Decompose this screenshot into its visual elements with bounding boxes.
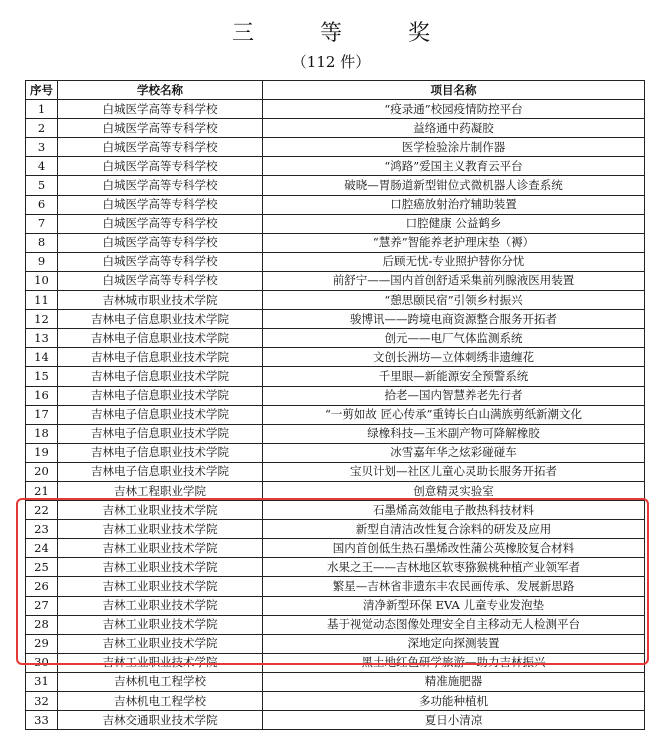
cell-index: 3	[26, 138, 58, 157]
cell-index: 33	[26, 711, 58, 730]
cell-index: 9	[26, 252, 58, 271]
cell-project: 夏日小清凉	[263, 711, 645, 730]
cell-project: 破晓—胃肠道新型钳位式微机器人诊查系统	[263, 176, 645, 195]
table-row	[26, 119, 645, 138]
cell-index: 19	[26, 443, 58, 462]
table-row	[26, 291, 645, 310]
cell-project: 多功能种植机	[263, 692, 645, 711]
cell-school: 白城医学高等专科学校	[58, 100, 263, 119]
table-row	[26, 138, 645, 157]
cell-school: 白城医学高等专科学校	[58, 195, 263, 214]
cell-project: 精准施肥器	[263, 672, 645, 691]
cell-project: 创意精灵实验室	[263, 481, 645, 500]
cell-school: 吉林工业职业技术学院	[58, 596, 263, 615]
cell-project: 口腔健康 公益鹤乡	[263, 214, 645, 233]
cell-project: 国内首创低生热石墨烯改性蒲公英橡胶复合材料	[263, 539, 645, 558]
page-title: 三 等 奖	[231, 21, 452, 46]
cell-school: 吉林工业职业技术学院	[58, 634, 263, 653]
table-row	[26, 271, 645, 290]
cell-school: 吉林机电工程学校	[58, 672, 263, 691]
table-row	[26, 558, 645, 577]
cell-project: 深地定向探测装置	[263, 634, 645, 653]
cell-project: 基于视觉动态图像处理安全自主移动无人检测平台	[263, 615, 645, 634]
cell-school: 白城医学高等专科学校	[58, 233, 263, 252]
cell-index: 11	[26, 291, 58, 310]
cell-project: 创元——电厂气体监测系统	[263, 329, 645, 348]
table-row	[26, 692, 645, 711]
cell-index: 15	[26, 367, 58, 386]
cell-school: 吉林交通职业技术学院	[58, 711, 263, 730]
cell-index: 2	[26, 119, 58, 138]
header-index: 序号	[26, 81, 58, 100]
table-row	[26, 348, 645, 367]
cell-school: 吉林工程职业学院	[58, 481, 263, 500]
table-row	[26, 233, 645, 252]
cell-project: 石墨烯高效能电子散热科技材料	[263, 501, 645, 520]
cell-school: 吉林电子信息职业技术学院	[58, 329, 263, 348]
table-row	[26, 405, 645, 424]
table-row	[26, 634, 645, 653]
table-row	[26, 443, 645, 462]
cell-school: 吉林电子信息职业技术学院	[58, 462, 263, 481]
cell-school: 吉林电子信息职业技术学院	[58, 386, 263, 405]
cell-index: 8	[26, 233, 58, 252]
cell-project: 宝贝计划—社区儿童心灵助长服务开拓者	[263, 462, 645, 481]
table-row	[26, 520, 645, 539]
cell-index: 26	[26, 577, 58, 596]
cell-index: 30	[26, 653, 58, 672]
cell-school: 白城医学高等专科学校	[58, 157, 263, 176]
table-row	[26, 501, 645, 520]
cell-index: 22	[26, 501, 58, 520]
cell-project: 冰雪嘉年华之炫彩碰碰车	[263, 443, 645, 462]
table-row	[26, 214, 645, 233]
cell-school: 吉林城市职业技术学院	[58, 291, 263, 310]
cell-school: 吉林工业职业技术学院	[58, 501, 263, 520]
cell-index: 6	[26, 195, 58, 214]
cell-index: 16	[26, 386, 58, 405]
table-row	[26, 711, 645, 730]
cell-school: 吉林机电工程学校	[58, 692, 263, 711]
cell-school: 白城医学高等专科学校	[58, 214, 263, 233]
table-body	[26, 100, 645, 730]
cell-school: 白城医学高等专科学校	[58, 252, 263, 271]
cell-school: 吉林工业职业技术学院	[58, 558, 263, 577]
cell-project: “一剪如故 匠心传承”重铸长白山满族剪纸新潮文化	[263, 405, 645, 424]
cell-school: 吉林工业职业技术学院	[58, 539, 263, 558]
table-row	[26, 386, 645, 405]
cell-school: 白城医学高等专科学校	[58, 138, 263, 157]
cell-project: 繁星—吉林省非遗东丰农民画传承、发展新思路	[263, 577, 645, 596]
cell-index: 12	[26, 310, 58, 329]
table-row	[26, 653, 645, 672]
cell-index: 10	[26, 271, 58, 290]
cell-project: 文创长洲坊—立体刺绣非遗缠花	[263, 348, 645, 367]
cell-project: 骏博讯——跨境电商资源整合服务开拓者	[263, 310, 645, 329]
cell-project: 医学检验涂片制作器	[263, 138, 645, 157]
cell-school: 白城医学高等专科学校	[58, 119, 263, 138]
cell-index: 4	[26, 157, 58, 176]
cell-school: 吉林电子信息职业技术学院	[58, 405, 263, 424]
cell-index: 23	[26, 520, 58, 539]
cell-index: 13	[26, 329, 58, 348]
cell-project: 千里眼—新能源安全预警系统	[263, 367, 645, 386]
table-row	[26, 329, 645, 348]
cell-project: “慧养”智能养老护理床垫（褥）	[263, 233, 645, 252]
cell-index: 17	[26, 405, 58, 424]
cell-index: 29	[26, 634, 58, 653]
cell-project: 后顾无忧-专业照护替你分忧	[263, 252, 645, 271]
header-school: 学校名称	[58, 81, 263, 100]
page-subtitle: （112 件）	[291, 53, 371, 71]
cell-school: 吉林电子信息职业技术学院	[58, 348, 263, 367]
table-row	[26, 100, 645, 119]
cell-index: 28	[26, 615, 58, 634]
cell-project: 前舒宁——国内首创舒适采集前列腺液医用装置	[263, 271, 645, 290]
cell-project: 口腔癌放射治疗辅助装置	[263, 195, 645, 214]
cell-school: 吉林工业职业技术学院	[58, 653, 263, 672]
cell-school: 吉林工业职业技术学院	[58, 520, 263, 539]
cell-project: “疫录通”校园疫情防控平台	[263, 100, 645, 119]
cell-project: “憩思颐民宿”引领乡村振兴	[263, 291, 645, 310]
cell-project: “鸿路”爱国主义教育云平台	[263, 157, 645, 176]
table-row	[26, 310, 645, 329]
cell-school: 白城医学高等专科学校	[58, 176, 263, 195]
table-row	[26, 596, 645, 615]
cell-index: 1	[26, 100, 58, 119]
table-row	[26, 672, 645, 691]
table-row	[26, 176, 645, 195]
cell-project: 益络通中药凝胶	[263, 119, 645, 138]
cell-index: 21	[26, 481, 58, 500]
header-project: 项目名称	[263, 81, 645, 100]
cell-school: 吉林电子信息职业技术学院	[58, 367, 263, 386]
awards-table	[25, 80, 645, 730]
cell-school: 吉林工业职业技术学院	[58, 615, 263, 634]
table-row	[26, 367, 645, 386]
cell-index: 25	[26, 558, 58, 577]
table-row	[26, 539, 645, 558]
cell-index: 32	[26, 692, 58, 711]
cell-school: 白城医学高等专科学校	[58, 271, 263, 290]
table-row	[26, 615, 645, 634]
cell-project: 绿橡科技—玉米副产物可降解橡胶	[263, 424, 645, 443]
cell-project: 拾老—国内智慧养老先行者	[263, 386, 645, 405]
table-header-row	[26, 81, 645, 100]
cell-index: 27	[26, 596, 58, 615]
cell-index: 5	[26, 176, 58, 195]
table-row	[26, 481, 645, 500]
cell-school: 吉林电子信息职业技术学院	[58, 310, 263, 329]
cell-index: 7	[26, 214, 58, 233]
cell-project: 黑土地红色研学旅游—助力吉林振兴	[263, 653, 645, 672]
cell-school: 吉林工业职业技术学院	[58, 577, 263, 596]
table-row	[26, 195, 645, 214]
cell-index: 18	[26, 424, 58, 443]
cell-index: 24	[26, 539, 58, 558]
table-row	[26, 424, 645, 443]
cell-project: 新型自清洁改性复合涂料的研发及应用	[263, 520, 645, 539]
table-row	[26, 462, 645, 481]
table-row	[26, 157, 645, 176]
cell-index: 20	[26, 462, 58, 481]
cell-project: 水果之王——吉林地区软枣猕猴桃种植产业领军者	[263, 558, 645, 577]
cell-index: 14	[26, 348, 58, 367]
table-row	[26, 252, 645, 271]
cell-project: 清净新型环保 EVA 儿童专业发泡垫	[263, 596, 645, 615]
table-row	[26, 577, 645, 596]
cell-index: 31	[26, 672, 58, 691]
cell-school: 吉林电子信息职业技术学院	[58, 443, 263, 462]
cell-school: 吉林电子信息职业技术学院	[58, 424, 263, 443]
